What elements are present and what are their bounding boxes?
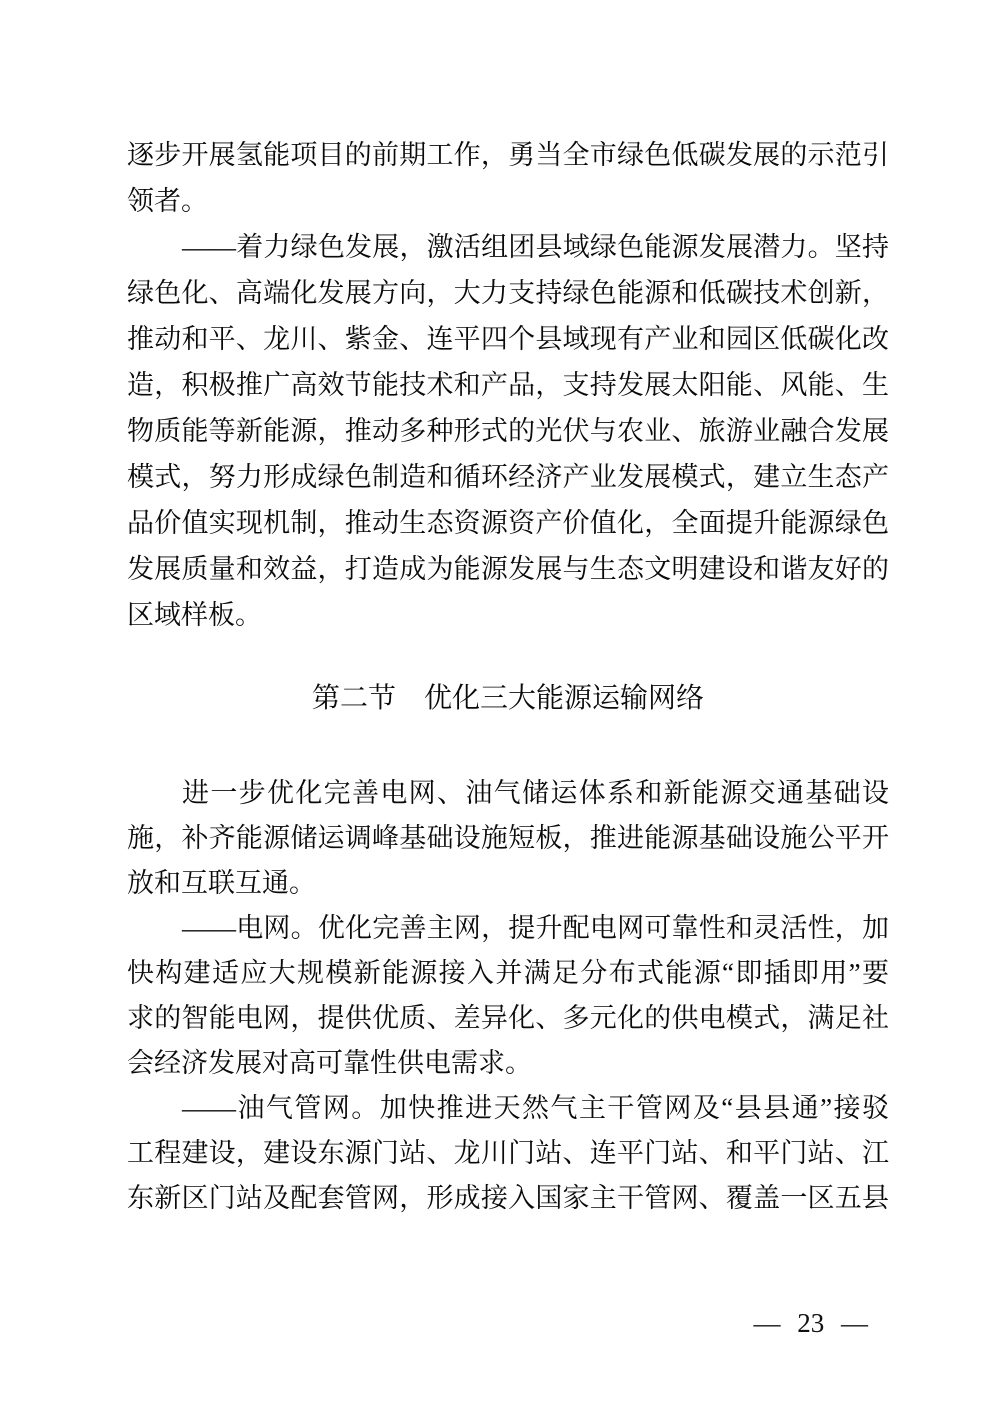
text-line: 放和互联互通。 [127,868,316,898]
text-line: ——着力绿色发展，激活组团县域绿色能源发展潜力。坚持 [182,232,889,262]
text-line: 会经济发展对高可靠性供电需求。 [127,1048,532,1078]
text-line: 施，补齐能源储运调峰基础设施短板，推进能源基础设施公平开 [127,823,889,853]
text-line: 品价值实现机制，推动生态资源资产价值化，全面提升能源绿色 [127,508,889,538]
page-footer [754,1305,869,1341]
text-line: 发展质量和效益，打造成为能源发展与生态文明建设和谐友好的 [127,554,889,584]
text-line: 逐步开展氢能项目的前期工作，勇当全市绿色低碳发展的示范引 [127,140,889,170]
paragraph-oil-gas-pipeline [127,1086,889,1221]
text-line: 物质能等新能源，推动多种形式的光伏与农业、旅游业融合发展 [127,416,889,446]
text-line: 求的智能电网，提供优质、差异化、多元化的供电模式，满足社 [127,1003,889,1033]
text-line: 推动和平、龙川、紫金、连平四个县域现有产业和园区低碳化改 [127,324,889,354]
paragraph-continuation [127,132,889,224]
paragraph-networks-intro [127,771,889,906]
paragraph-green-development [127,224,889,638]
text-line: 区域样板。 [127,600,262,630]
section-heading: 第二节 优化三大能源运输网络 [311,683,704,714]
text-line: ——电网。优化完善主网，提升配电网可靠性和灵活性，加 [182,913,889,943]
text-line: 进一步优化完善电网、油气储运体系和新能源交通基础设 [182,778,889,808]
text-line: ——油气管网。加快推进天然气主干管网及“县县通”接驳 [182,1093,889,1123]
text-line: 领者。 [127,186,208,216]
page-number: — 23 — [753,1308,868,1338]
text-line: 绿色化、高端化发展方向，大力支持绿色能源和低碳技术创新， [127,278,889,308]
text-line: 快构建适应大规模新能源接入并满足分布式能源“即插即用”要 [127,958,889,988]
text-line: 造，积极推广高效节能技术和产品，支持发展太阳能、风能、生 [127,370,889,400]
text-line: 模式，努力形成绿色制造和循环经济产业发展模式，建立生态产 [127,462,889,492]
paragraph-power-grid [127,906,889,1086]
text-line: 工程建设，建设东源门站、龙川门站、连平门站、和平门站、江 [127,1138,889,1168]
text-line: 东新区门站及配套管网，形成接入国家主干管网、覆盖一区五县 [127,1183,889,1213]
page-content [127,132,889,1221]
